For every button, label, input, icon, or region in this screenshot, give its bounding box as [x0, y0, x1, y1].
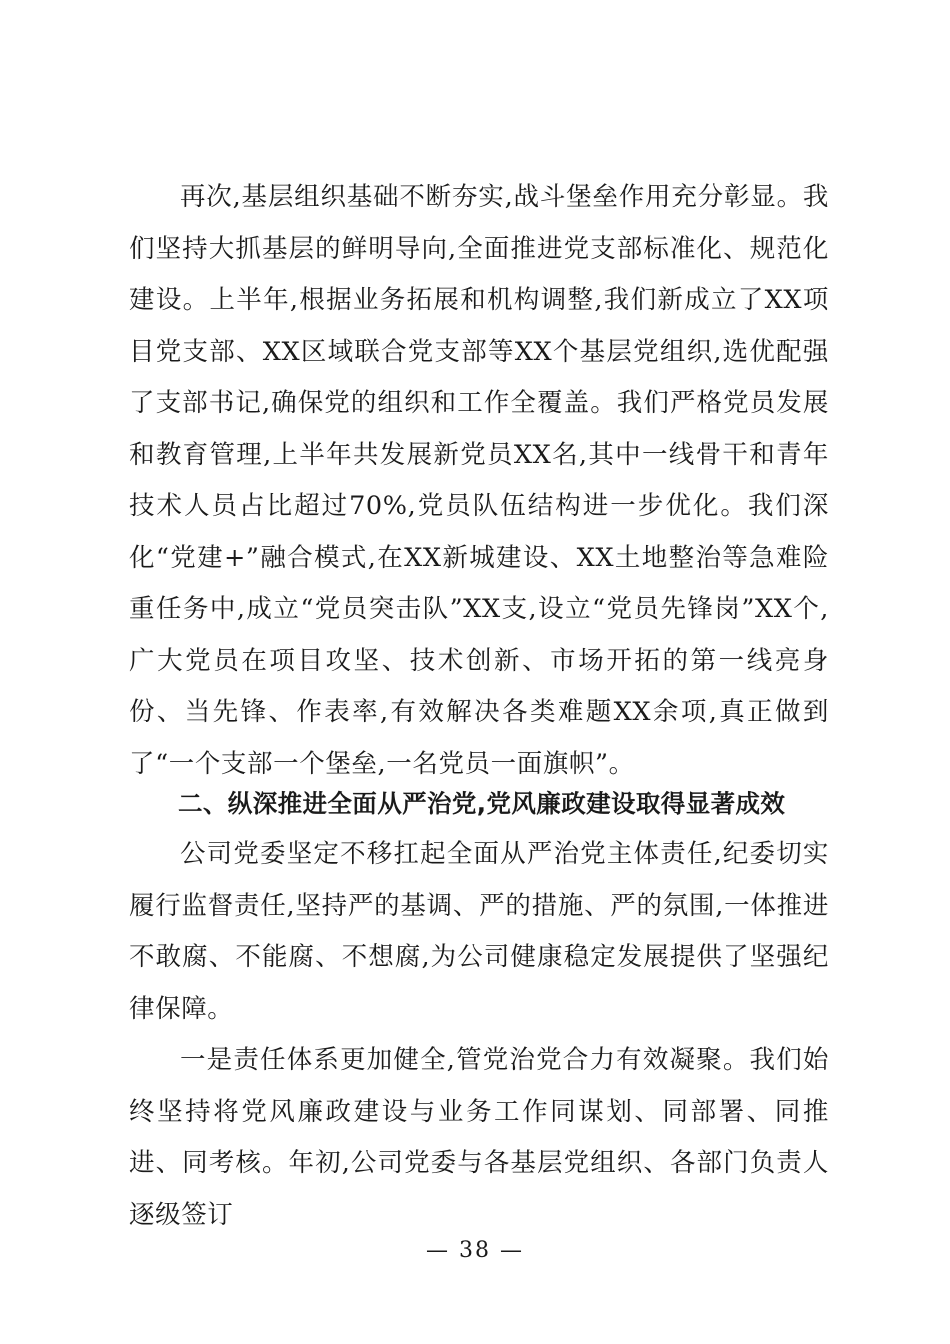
- section-heading-strict-governance: 二、纵深推进全面从严治党,党风廉政建设取得显著成效: [178, 789, 786, 818]
- page-number: — 38 —: [426, 1238, 524, 1263]
- paragraph-responsibility-system: 一是责任体系更加健全,管党治党合力有效凝聚。我们始终坚持将党风廉政建设与业务工作同谋划、同部署、同推进、同考核。年初,公司党委与各基层党组织、各部门负责人逐级签订: [129, 1045, 829, 1230]
- paragraph-grassroots-organization: 再次,基层组织基础不断夯实,战斗堡垒作用充分彰显。我们坚持大抓基层的鲜明导向,全面推进党支部标准化、规范化建设。上半年,根据业务拓展和机构调整,我们新成立了XX项目党支部、XX区域联合党支部等XX个基层党组织,选优配强了支部书记,确保党的组织和工作全覆盖。我们严格党员发展和教育管理,上半年共发展新党员XX名,其中一线骨干和青年技术人员占比超过70%,党员队伍结构进一步优化。我们深化“党建+”融合模式,在XX新城建设、XX土地整治等急难险重任务中,成立“党员突击队”XX支,设立“党员先锋岗”XX个,广大党员在项目攻坚、技术创新、市场开拓的第一线亮身份、当先锋、作表率,有效解决各类难题XX余项,真正做到了“一个支部一个堡垒,一名党员一面旗帜”。: [129, 182, 829, 779]
- paragraph-strict-governance-intro: 公司党委坚定不移扛起全面从严治党主体责任,纪委切实履行监督责任,坚持严的基调、严的措施、严的氛围,一体推进不敢腐、不能腐、不想腐,为公司健康稳定发展提供了坚强纪律保障。: [129, 839, 829, 1024]
